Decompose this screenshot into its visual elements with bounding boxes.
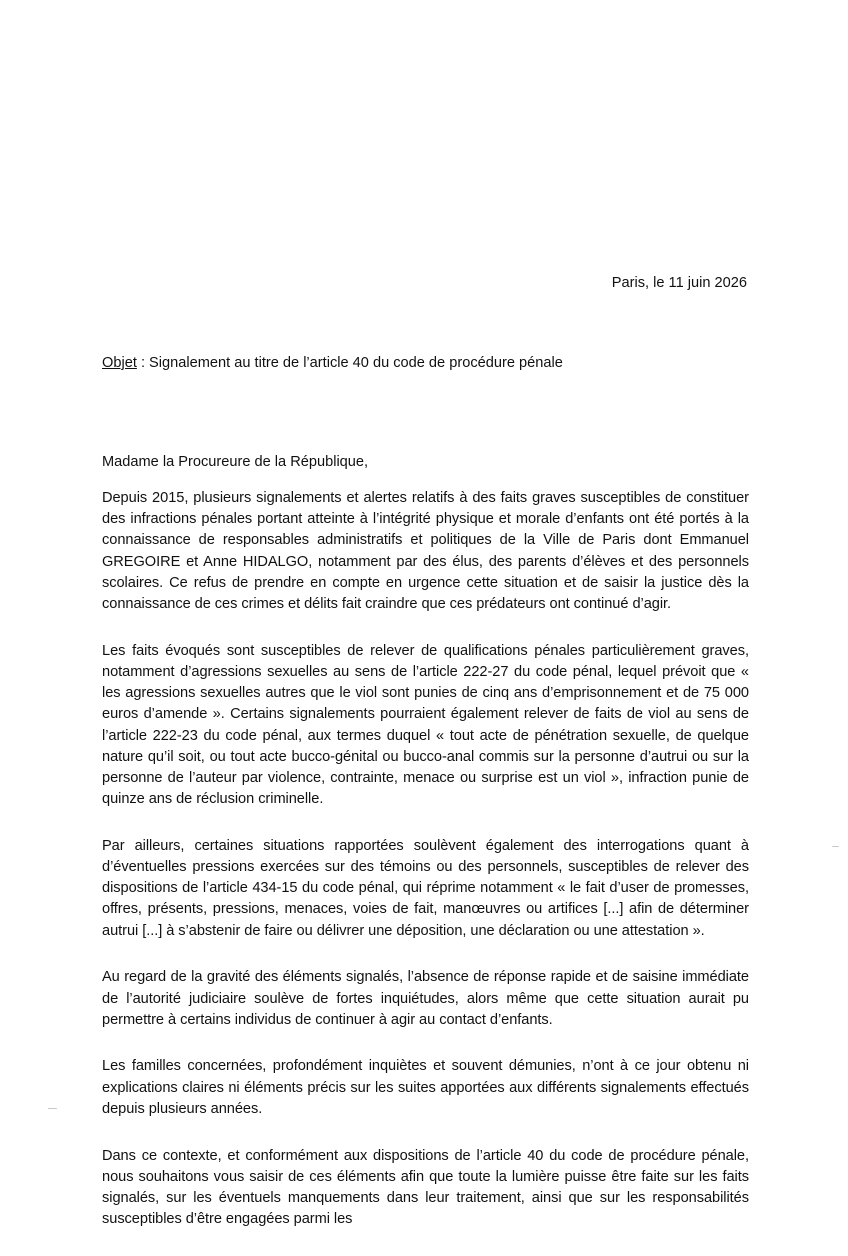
letter-body xyxy=(102,488,749,1256)
paragraph-4: Au regard de la gravité des éléments signalés, l’absence de réponse rapide et de saisine immédiate de l’autorité judiciaire soulève de fortes inquiétudes, alors même que cette situation aurait pu permettre à certains individus de continuer à agir au contact d’enfants. xyxy=(102,969,749,1028)
letter-salutation: Madame la Procureure de la République, xyxy=(102,454,369,470)
paragraph-2: Les faits évoqués sont susceptibles de relever de qualifications pénales particulièrement graves, notamment d’agressions sexuelles au sens de l’article 222-27 du code pénal, lequel prévoit que « les agressions sexuelles autres que le viol sont punies de cinq ans d’emprisonnement et de 75 000 euros d’amende ». Certains signalements pourraient également relever de faits de viol au sens de l’article 222-23 du code pénal, aux termes duquel « tout acte de pénétration sexuelle, de quelque nature qu’il soit, ou tout acte bucco-génital ou bucco-anal commis sur la personne d’autrui ou sur la personne de l’auteur par violence, contrainte, menace ou surprise est un viol », infraction punie de quinze ans de réclusion criminelle. xyxy=(102,642,749,808)
paragraph-1: Depuis 2015, plusieurs signalements et alertes relatifs à des faits graves susceptibles de constituer des infractions pénales portant atteinte à l’intégrité physique et morale d’enfants ont été portés à la connaissance de responsables administratifs et politiques de la Ville de Paris dont Emmanuel GREGOIRE et Anne HIDALGO, notamment par des élus, des parents d’élèves et des personnels scolaires. Ce refus de prendre en compte en urgence cette situation et de saisir la justice dès la connaissance de ces crimes et délits fait craindre que ces prédateurs ont continué d’agir. xyxy=(102,490,749,613)
paragraph-6: Dans ce contexte, et conformément aux dispositions de l’article 40 du code de procédure pénale, nous souhaitons vous saisir de ces éléments afin que toute la lumière puisse être faite sur les faits signalés, sur les éventuels manquements dans leur traitement, ainsi que sur les responsabilités susceptibles d’être engagées parmi les xyxy=(102,1147,749,1228)
subject-text: : Signalement au titre de l’article 40 du code de procédure pénale xyxy=(136,355,563,371)
scan-speck xyxy=(48,1108,57,1109)
scan-speck xyxy=(832,846,839,847)
paragraph-3: Par ailleurs, certaines situations rapportées soulèvent également des interrogations quant à d’éventuelles pressions exercées sur des témoins ou des personnels, susceptibles de relever des dispositions de l’article 434-15 du code pénal, qui réprime notamment « le fait d’user de promesses, offres, présents, pressions, menaces, voies de fait, manœuvres ou artifices [...] afin de déterminer autrui [...] à s’abstenir de faire ou délivrer une déposition, une déclaration ou une attestation ». xyxy=(102,837,749,939)
letter-date: Paris, le 11 juin 2026 xyxy=(611,275,747,291)
letter-subject xyxy=(102,353,563,373)
paragraph-5: Les familles concernées, profondément inquiètes et souvent démunies, n’ont à ce jour obtenu ni explications claires ni éléments précis sur les suites apportées aux différents signalements effectués depuis plusieurs années. xyxy=(102,1058,749,1117)
subject-label: Objet xyxy=(102,355,137,371)
